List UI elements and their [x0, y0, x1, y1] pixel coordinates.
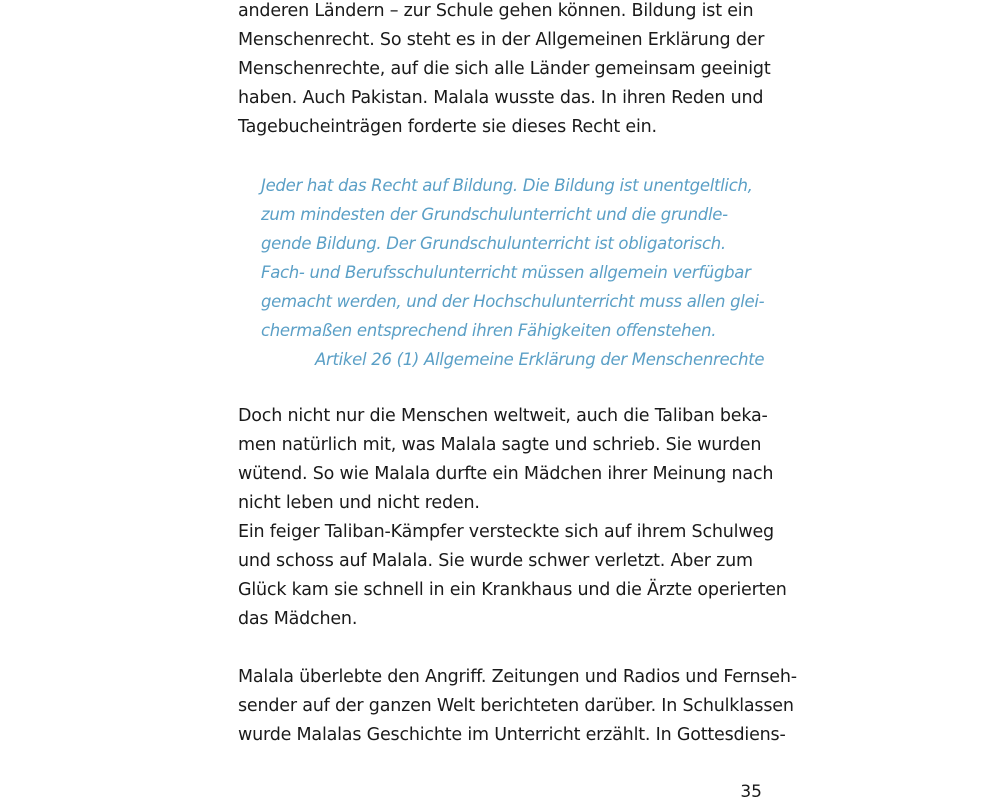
- text-line: Ein feiger Taliban-Kämpfer versteckte sich auf ihrem Schulweg: [238, 522, 774, 542]
- quote-line: Fach- und Berufsschulunterricht müssen allgemein verfügbar: [261, 263, 751, 282]
- text-line: nicht leben und nicht reden.: [238, 493, 480, 513]
- text-line: Glück kam sie schnell in ein Krankhaus und die Ärzte operierten: [238, 580, 787, 600]
- text-line: haben. Auch Pakistan. Malala wusste das. In ihren Reden und: [238, 88, 764, 108]
- text-line: das Mädchen.: [238, 609, 358, 629]
- text-line: Menschenrechte, auf die sich alle Länder gemeinsam geeinigt: [238, 59, 771, 79]
- quote-line: zum mindesten der Grundschulunterricht und die grundle-: [261, 205, 728, 224]
- text-line: und schoss auf Malala. Sie wurde schwer verletzt. Aber zum: [238, 551, 753, 571]
- text-line: Doch nicht nur die Menschen weltweit, auch die Taliban beka-: [238, 406, 768, 426]
- page-number: 35: [740, 782, 762, 802]
- text-line: anderen Ländern – zur Schule gehen können. Bildung ist ein: [238, 1, 754, 21]
- text-line: wurde Malalas Geschichte im Unterricht erzählt. In Gottesdiens-: [238, 725, 786, 745]
- book-page: [238, 0, 797, 802]
- text-line: Tagebucheinträgen forderte sie dieses Recht ein.: [238, 117, 657, 137]
- quote-line: gemacht werden, und der Hochschulunterricht muss allen glei-: [261, 292, 765, 311]
- text-line: wütend. So wie Malala durfte ein Mädchen ihrer Meinung nach: [238, 464, 774, 484]
- text-line: Menschenrecht. So steht es in der Allgemeinen Erklärung der: [238, 30, 765, 50]
- quote-line: Jeder hat das Recht auf Bildung. Die Bildung ist unentgeltlich,: [261, 176, 753, 195]
- text-line: Malala überlebte den Angriff. Zeitungen und Radios und Fernseh-: [238, 667, 797, 687]
- text-line: men natürlich mit, was Malala sagte und schrieb. Sie wurden: [238, 435, 762, 455]
- quote-line: chermaßen entsprechend ihren Fähigkeiten offenstehen.: [261, 321, 717, 340]
- quote-line: gende Bildung. Der Grundschulunterricht ist obligatorisch.: [261, 234, 726, 253]
- quote-attribution: Artikel 26 (1) Allgemeine Erklärung der Menschenrechte: [315, 350, 765, 369]
- text-line: sender auf der ganzen Welt berichteten darüber. In Schulklassen: [238, 696, 794, 716]
